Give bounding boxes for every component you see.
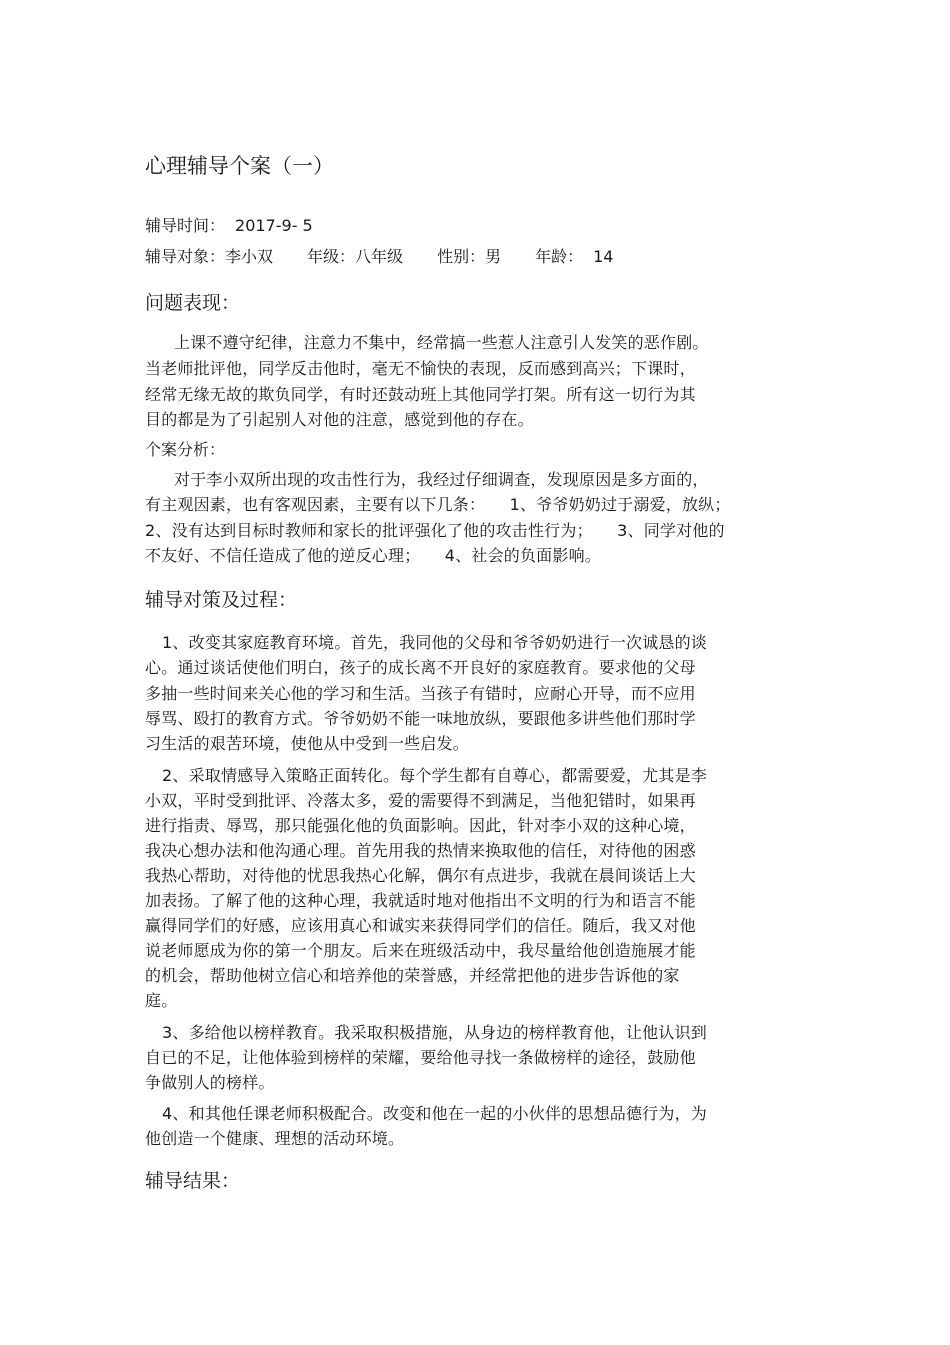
age-value: 14: [593, 247, 614, 266]
problem-heading: 问题表现：: [145, 292, 241, 314]
analysis-line: 有主观因素，也有客观因素，主要有以下几条： 1、爷爷奶奶过于溺爱，放纵；: [145, 495, 731, 514]
strategy-p3-line: 争做别人的榜样。: [145, 1073, 275, 1092]
strategy-p1-line: 辱骂、殴打的教育方式。爷爷奶奶不能一味地放纵，要跟他多讲些他们那时学: [145, 709, 696, 728]
strategy-p2-line: 的机会，帮助他树立信心和培养他的荣誉感，并经常把他的进步告诉他的家: [145, 966, 680, 985]
problem-line: 目的都是为了引起别人对他的注意，感觉到他的存在。: [145, 410, 534, 429]
analysis-line: 2、没有达到目标时教师和家长的批评强化了他的攻击性行为； 3、同学对他的: [145, 521, 725, 540]
problem-line: 当老师批评他，同学反击他时，毫无不愉快的表现，反而感到高兴；下课时，: [145, 359, 696, 378]
strategy-p2-line: 我决心想办法和他沟通心理。首先用我的热情来换取他的信任，对待他的困惑: [145, 841, 696, 860]
time-label: 辅导时间：: [145, 216, 226, 235]
strategy-p4-line: 4、和其他任课老师积极配合。改变和他在一起的小伙伴的思想品德行为，为: [162, 1104, 707, 1123]
subject-value: 李小双: [225, 247, 274, 266]
strategy-p4-line: 他创造一个健康、理想的活动环境。: [145, 1129, 405, 1148]
analysis-heading: 个案分析：: [145, 440, 226, 459]
strategy-p1-line: 习生活的艰苦环境，使他从中受到一些启发。: [145, 734, 470, 753]
problem-line: 上课不遵守纪律，注意力不集中，经常搞一些惹人注意引人发笑的恶作剧。: [174, 333, 709, 352]
strategy-p2-line: 进行指责、辱骂，那只能强化他的负面影响。因此，针对李小双的这种心境，: [145, 816, 696, 835]
strategy-p2-line: 庭。: [145, 991, 178, 1010]
strategy-heading: 辅导对策及过程：: [145, 589, 298, 611]
strategy-p3-line: 3、多给他以榜样教育。我采取积极措施，从身边的榜样教育他，让他认识到: [162, 1023, 707, 1042]
strategy-p2-line: 说老师愿成为你的第一个朋友。后来在班级活动中，我尽量给他创造施展才能: [145, 941, 696, 960]
strategy-p2-line: 2、采取情感导入策略正面转化。每个学生都有自尊心，都需要爱，尤其是李: [162, 766, 707, 785]
strategy-p2-line: 我热心帮助，对待他的忧思我热心化解，偶尔有点进步，我就在晨间谈话上大: [145, 866, 696, 885]
problem-line: 经常无缘无故的欺负同学，有时还鼓动班上其他同学打架。所有这一切行为其: [145, 385, 696, 404]
strategy-p3-line: 自已的不足，让他体验到榜样的荣耀，要给他寻找一条做榜样的途径，鼓励他: [145, 1048, 696, 1067]
page-title: 心理辅导个案（一）: [145, 154, 334, 178]
age-label: 年龄：: [535, 247, 584, 266]
strategy-p2-line: 加表扬。了解了他的这种心理，我就适时地对他指出不文明的行为和语言不能: [145, 891, 696, 910]
grade-label: 年级：: [307, 247, 356, 266]
gender-value: 男: [485, 247, 502, 266]
strategy-p1-line: 心。通过谈话使他们明白，孩子的成长离不开良好的家庭教育。要求他的父母: [145, 658, 696, 677]
strategy-p2-line: 赢得同学们的好感，应该用真心和诚实来获得同学们的信任。随后，我又对他: [145, 916, 696, 935]
gender-label: 性别：: [437, 247, 486, 266]
strategy-p1-line: 多抽一些时间来关心他的学习和生活。当孩子有错时，应耐心开导，而不应用: [145, 684, 696, 703]
result-heading: 辅导结果：: [145, 1170, 241, 1192]
strategy-p1-line: 1、改变其家庭教育环境。首先，我同他的父母和爷爷奶奶进行一次诚恳的谈: [162, 633, 707, 652]
analysis-line: 对于李小双所出现的攻击性行为，我经过仔细调查，发现原因是多方面的，: [174, 470, 709, 489]
strategy-p2-line: 小双，平时受到批评、冷落太多，爱的需要得不到满足，当他犯错时，如果再: [145, 791, 696, 810]
subject-label: 辅导对象：: [145, 247, 226, 266]
meta-subject-row: [145, 244, 613, 267]
analysis-line: 不友好、不信任造成了他的逆反心理； 4、社会的负面影响。: [145, 546, 601, 565]
meta-time-row: [145, 213, 313, 236]
time-value: 2017-9- 5: [235, 216, 313, 235]
grade-value: 八年级: [355, 247, 404, 266]
